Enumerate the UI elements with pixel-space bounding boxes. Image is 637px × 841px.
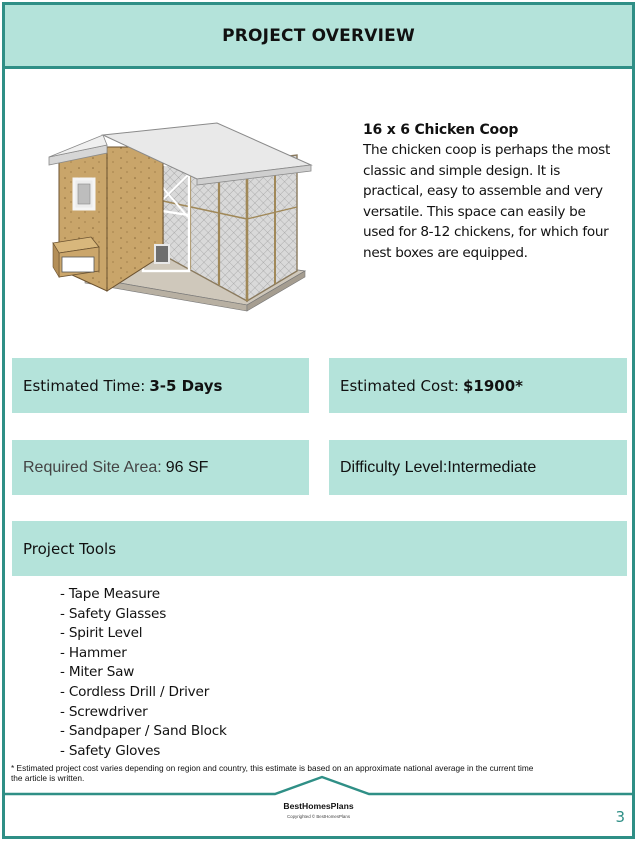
footer-divider — [5, 773, 632, 799]
description-line: nest boxes are equipped. — [363, 244, 528, 261]
tool-item: - Cordless Drill / Driver — [60, 683, 210, 700]
page-title: PROJECT OVERVIEW — [222, 25, 415, 46]
page-frame — [2, 2, 635, 839]
description-line: classic and simple design. It is — [363, 162, 561, 179]
tool-item: - Tape Measure — [60, 586, 160, 602]
difficulty-box — [329, 440, 627, 495]
description-line: versatile. This space can easily be — [363, 203, 586, 220]
estimated-time-label: Estimated Time: — [23, 376, 146, 395]
footer-copyright: Copyrighted © BestHomesPlans — [286, 814, 351, 819]
header-band — [5, 5, 632, 69]
difficulty-value: Intermediate — [447, 458, 537, 476]
tool-item: - Safety Gloves — [60, 742, 161, 759]
tools-list — [60, 585, 227, 761]
tool-item: - Safety Glasses — [60, 605, 167, 622]
description-line: used for 8-12 chickens, for which four — [363, 224, 609, 240]
page-number: 3 — [615, 808, 625, 826]
site-area-value: 96 SF — [165, 458, 209, 476]
tool-item: - Spirit Level — [60, 625, 143, 642]
project-description — [363, 122, 625, 263]
estimated-cost-box — [329, 358, 627, 413]
estimated-cost-label: Estimated Cost: — [340, 376, 459, 395]
estimated-time-box — [12, 358, 309, 413]
estimated-cost-value: $1900* — [462, 376, 523, 395]
estimated-time-value: 3-5 Days — [149, 376, 223, 395]
tool-item: - Sandpaper / Sand Block — [60, 723, 227, 740]
site-area-label: Required Site Area: — [23, 458, 162, 476]
footnote-line: the article is written. — [11, 772, 85, 783]
tool-item: - Miter Saw — [60, 664, 135, 681]
project-title: 16 x 6 Chicken Coop — [363, 122, 519, 138]
footnote-line: * Estimated project cost varies depending on region and country, this estimate is based on an approximate national average in the current time — [11, 763, 534, 773]
difficulty-label: Difficulty Level: — [340, 458, 448, 476]
description-line: practical, easy to assemble and very — [363, 183, 603, 199]
tool-item: - Hammer — [60, 644, 127, 661]
project-description-text — [363, 140, 625, 263]
footer-brand: BestHomesPlans — [283, 801, 354, 811]
project-tools-heading: Project Tools — [12, 521, 627, 576]
site-area-box — [12, 440, 309, 495]
chicken-coop-illustration — [47, 105, 315, 317]
tool-item: - Screwdriver — [60, 703, 148, 720]
description-line: The chicken coop is perhaps the most — [363, 142, 610, 158]
